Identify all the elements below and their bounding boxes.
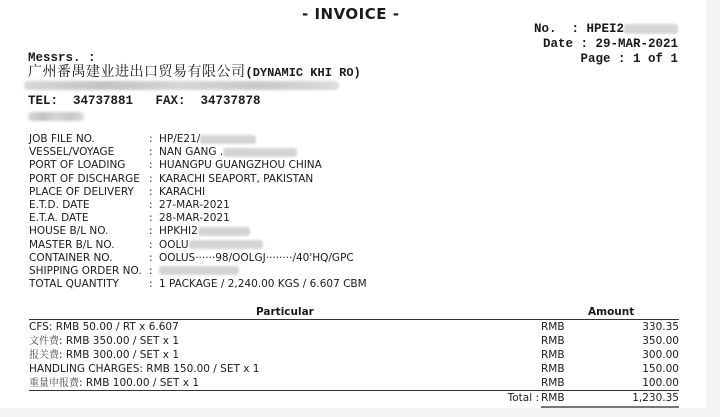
- detail-row: [29, 173, 367, 186]
- total-currency: RMB: [541, 392, 565, 404]
- charge-amount: 300.00: [642, 349, 679, 361]
- detail-row: [29, 199, 367, 212]
- page-label: Page :: [580, 52, 633, 66]
- amount-header: Amount: [588, 306, 635, 318]
- detail-value-text: HPKHI2: [159, 225, 198, 238]
- table-row: [29, 348, 679, 362]
- detail-value: [159, 159, 322, 172]
- table-header: [29, 306, 679, 319]
- detail-separator: :: [149, 133, 153, 145]
- invoice-date-value: 29-MAR-2021: [595, 37, 678, 51]
- total-label: Total :: [507, 392, 539, 404]
- charge-text: : RMB 350.00 / SET x 1: [59, 335, 180, 347]
- invoice-title: - INVOICE -: [302, 5, 400, 23]
- company-name-cn: 广州番禺建业进出口贸易有限公司: [28, 64, 246, 80]
- table-body: [29, 320, 679, 390]
- invoice-number-value: HPEI2: [586, 22, 624, 36]
- charges-table: [29, 306, 679, 406]
- detail-value: [159, 173, 313, 186]
- detail-row: [29, 239, 367, 252]
- company-name-en: (DYNAMIC KHI RO): [245, 66, 361, 80]
- contact-redaction: [28, 112, 84, 121]
- detail-separator: :: [149, 238, 153, 251]
- invoice-number-label: No. :: [533, 22, 587, 36]
- charge-text: : RMB 300.00 / SET x 1: [59, 349, 180, 361]
- charge-text: CFS: RMB 50.00 / RT x 6.607: [29, 321, 179, 333]
- detail-separator: :: [149, 264, 153, 277]
- charge-currency: RMB: [541, 349, 565, 361]
- total-underline: [541, 406, 679, 408]
- table-row: [29, 334, 679, 348]
- detail-row: [29, 186, 367, 199]
- detail-value: [159, 212, 230, 225]
- charge-description: [29, 348, 179, 363]
- detail-label: PLACE OF DELIVERY: [29, 185, 134, 198]
- page-value: 1 of 1: [632, 52, 678, 66]
- invoice-number-row: [534, 22, 678, 37]
- invoice-meta: [534, 22, 678, 67]
- detail-label: HOUSE B/L NO.: [29, 225, 109, 238]
- detail-value: [159, 146, 297, 159]
- charge-currency: RMB: [541, 321, 565, 333]
- invoice-page-row: [534, 52, 678, 67]
- particular-header: Particular: [256, 306, 314, 318]
- invoice-date-label: Date :: [542, 37, 596, 51]
- detail-label: PORT OF DISCHARGE: [29, 172, 140, 185]
- charge-cn-label: 报关费: [29, 350, 59, 361]
- detail-label: JOB FILE NO.: [29, 133, 95, 145]
- detail-value-text: KARACHI: [159, 185, 206, 198]
- detail-value-text: OOLUS······98/OOLGJ········/40'HQ/GPC: [159, 251, 354, 264]
- charge-currency: RMB: [541, 377, 565, 389]
- tel-fax: TEL: 34737881 FAX: 34737878: [28, 94, 261, 108]
- detail-value: [159, 186, 205, 199]
- address-redaction: [24, 81, 339, 90]
- charge-cn-label: 重量申报费: [29, 378, 79, 389]
- detail-row: [29, 212, 367, 225]
- invoice-date-row: [534, 37, 678, 52]
- detail-value: [159, 265, 239, 278]
- detail-redaction: [223, 148, 297, 157]
- detail-value-text: KARACHI SEAPORT, PAKISTAN: [159, 172, 314, 185]
- detail-separator: :: [149, 212, 153, 225]
- detail-value: [159, 133, 256, 146]
- shipment-details: [29, 133, 367, 291]
- charge-amount: 150.00: [642, 363, 679, 375]
- messrs-label: Messrs. :: [28, 51, 96, 65]
- detail-value-text: 1 PACKAGE / 2,240.00 KGS / 6.607 CBM: [159, 278, 367, 291]
- company-name: [28, 64, 361, 81]
- detail-row: [29, 159, 367, 172]
- detail-value-text: HP/E21/: [159, 133, 201, 145]
- detail-row: [29, 278, 367, 291]
- detail-separator: :: [149, 198, 153, 211]
- detail-label: PORT OF LOADING: [29, 159, 126, 172]
- charge-description: [29, 320, 179, 335]
- total-row: [29, 391, 679, 406]
- detail-value-text: OOLU: [159, 238, 189, 251]
- detail-redaction: [198, 227, 250, 236]
- detail-separator: :: [149, 146, 153, 159]
- charge-cn-label: 文件费: [29, 336, 59, 347]
- charge-text: HANDLING CHARGES: RMB 150.00 / SET x 1: [29, 363, 260, 375]
- detail-label: CONTAINER NO.: [29, 251, 113, 264]
- detail-separator: :: [149, 225, 153, 238]
- charge-description: [29, 362, 259, 377]
- detail-redaction: [189, 240, 263, 249]
- detail-label: SHIPPING ORDER NO.: [29, 264, 142, 277]
- charge-amount: 350.00: [642, 335, 679, 347]
- charge-amount: 100.00: [642, 377, 679, 389]
- charge-amount: 330.35: [642, 321, 679, 333]
- detail-value-text: 28-MAR-2021: [159, 212, 230, 225]
- charge-currency: RMB: [541, 363, 565, 375]
- charge-currency: RMB: [541, 335, 565, 347]
- detail-row: [29, 146, 367, 159]
- detail-row: [29, 133, 367, 146]
- detail-redaction: [200, 135, 256, 144]
- detail-separator: :: [149, 185, 153, 198]
- total-amount: 1,230.35: [632, 392, 679, 404]
- detail-value-text: 27-MAR-2021: [159, 198, 230, 211]
- detail-label: E.T.D. DATE: [29, 198, 90, 211]
- detail-label: VESSEL/VOYAGE: [29, 146, 115, 159]
- detail-value: [159, 199, 230, 212]
- detail-label: TOTAL QUANTITY: [29, 278, 119, 291]
- charge-description: [29, 376, 199, 391]
- detail-label: MASTER B/L NO.: [29, 238, 115, 251]
- detail-row: [29, 265, 367, 278]
- table-row: [29, 376, 679, 390]
- detail-label: E.T.A. DATE: [29, 212, 89, 225]
- detail-row: [29, 252, 367, 265]
- table-row: [29, 362, 679, 376]
- charge-description: [29, 334, 179, 349]
- detail-value: [159, 225, 250, 238]
- detail-row: [29, 225, 367, 238]
- detail-value: [159, 278, 367, 291]
- detail-redaction: [159, 266, 239, 275]
- charge-text: : RMB 100.00 / SET x 1: [79, 377, 200, 389]
- detail-separator: :: [149, 172, 153, 185]
- detail-value: [159, 239, 263, 252]
- detail-separator: :: [149, 251, 153, 264]
- detail-value-text: HUANGPU GUANGZHOU CHINA: [159, 159, 322, 172]
- detail-separator: :: [149, 278, 153, 291]
- table-row: [29, 320, 679, 334]
- invoice-number-redaction: [624, 24, 678, 34]
- detail-separator: :: [149, 159, 153, 172]
- detail-value-text: NAN GANG .: [159, 146, 224, 159]
- detail-value: [159, 252, 354, 265]
